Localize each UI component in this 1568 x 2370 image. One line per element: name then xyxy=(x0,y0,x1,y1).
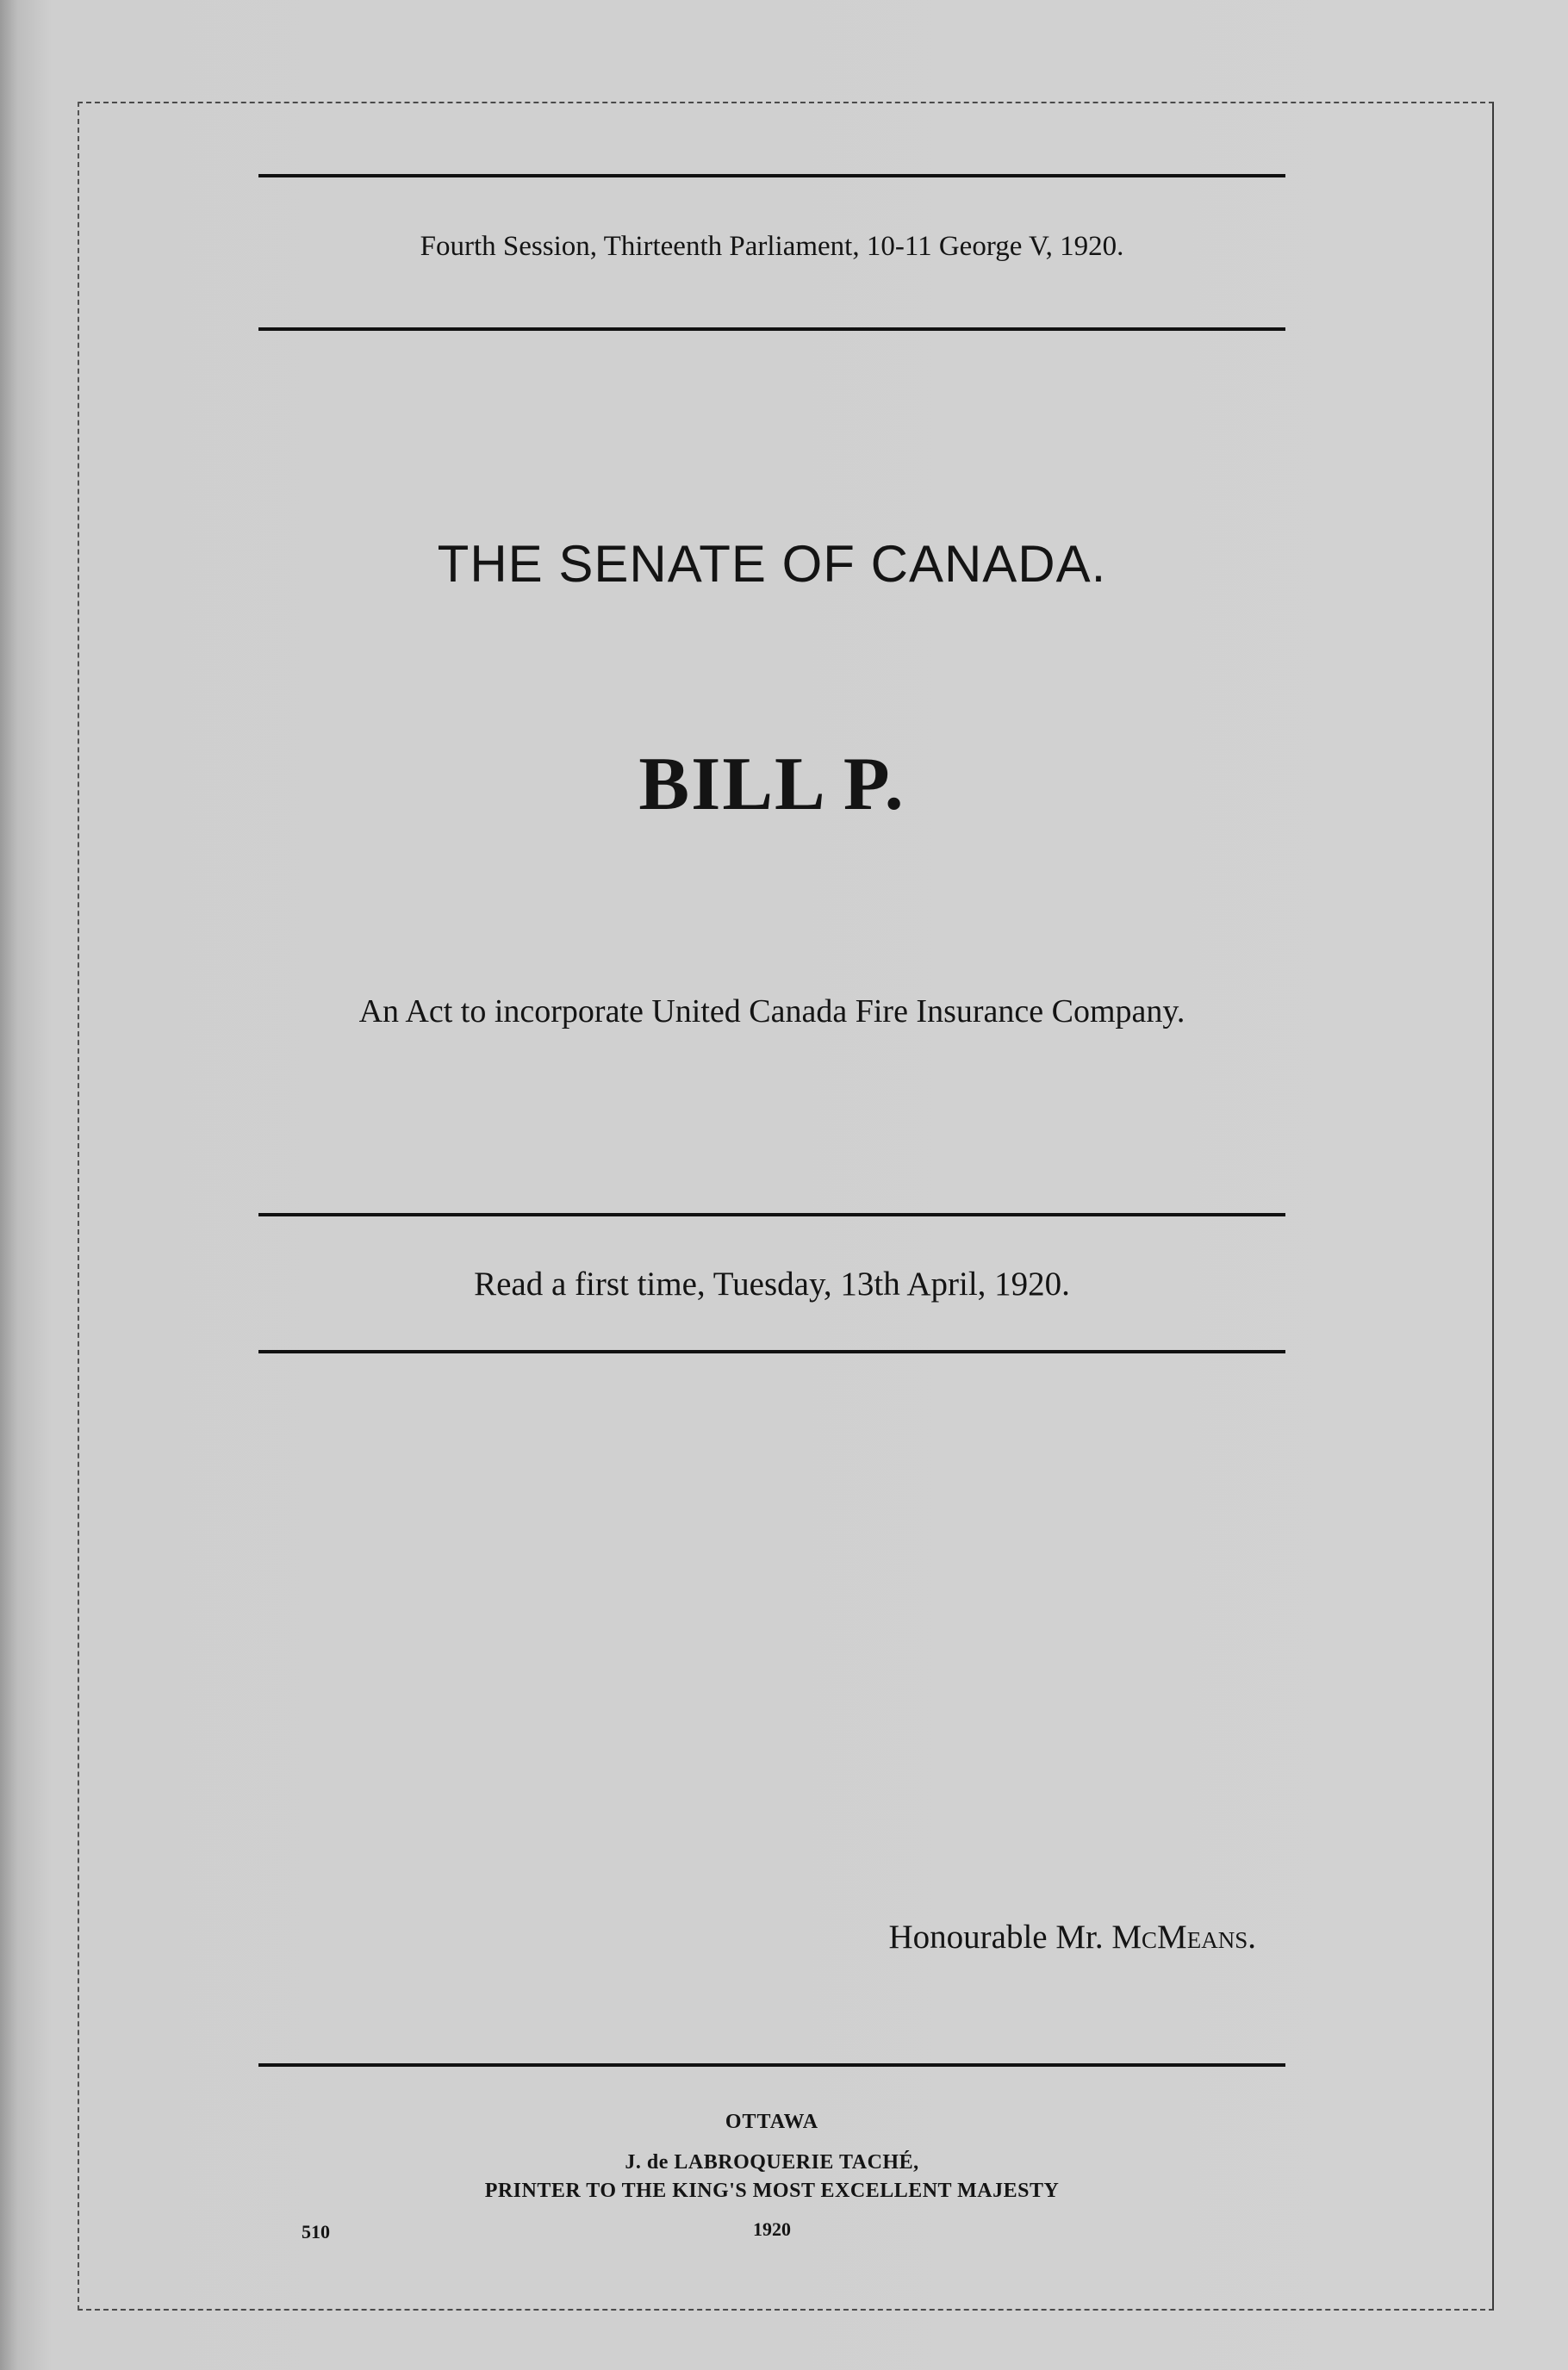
sponsor-name: McMeans. xyxy=(1111,1919,1256,1956)
session-line: Fourth Session, Thirteenth Parliament, 10-11 George V, 1920. xyxy=(420,231,1124,262)
first-reading-line: Read a first time, Tuesday, 13th April, 1920. xyxy=(474,1266,1070,1303)
document-number: 510 xyxy=(302,2221,330,2242)
top-rule xyxy=(258,174,1285,177)
reading-top-rule xyxy=(258,1213,1285,1216)
session-rule xyxy=(258,327,1285,331)
sponsor-line xyxy=(258,1918,1256,1956)
imprint-city: OTTAWA xyxy=(725,2111,819,2133)
page-frame xyxy=(78,102,1494,2311)
imprint-printer-title: PRINTER TO THE KING'S MOST EXCELLENT MAJESTY xyxy=(484,2180,1060,2202)
reading-bottom-rule xyxy=(258,1350,1285,1353)
senate-heading: THE SENATE OF CANADA. xyxy=(437,535,1107,593)
sponsor-prefix: Honourable Mr. xyxy=(888,1919,1112,1956)
imprint-printer: J. de LABROQUERIE TACHÉ, xyxy=(625,2151,919,2174)
act-description: An Act to incorporate United Canada Fire Insurance Company. xyxy=(358,993,1185,1029)
imprint-rule xyxy=(258,2063,1285,2067)
imprint-year: 1920 xyxy=(753,2218,791,2240)
bill-title: BILL P. xyxy=(638,743,905,826)
